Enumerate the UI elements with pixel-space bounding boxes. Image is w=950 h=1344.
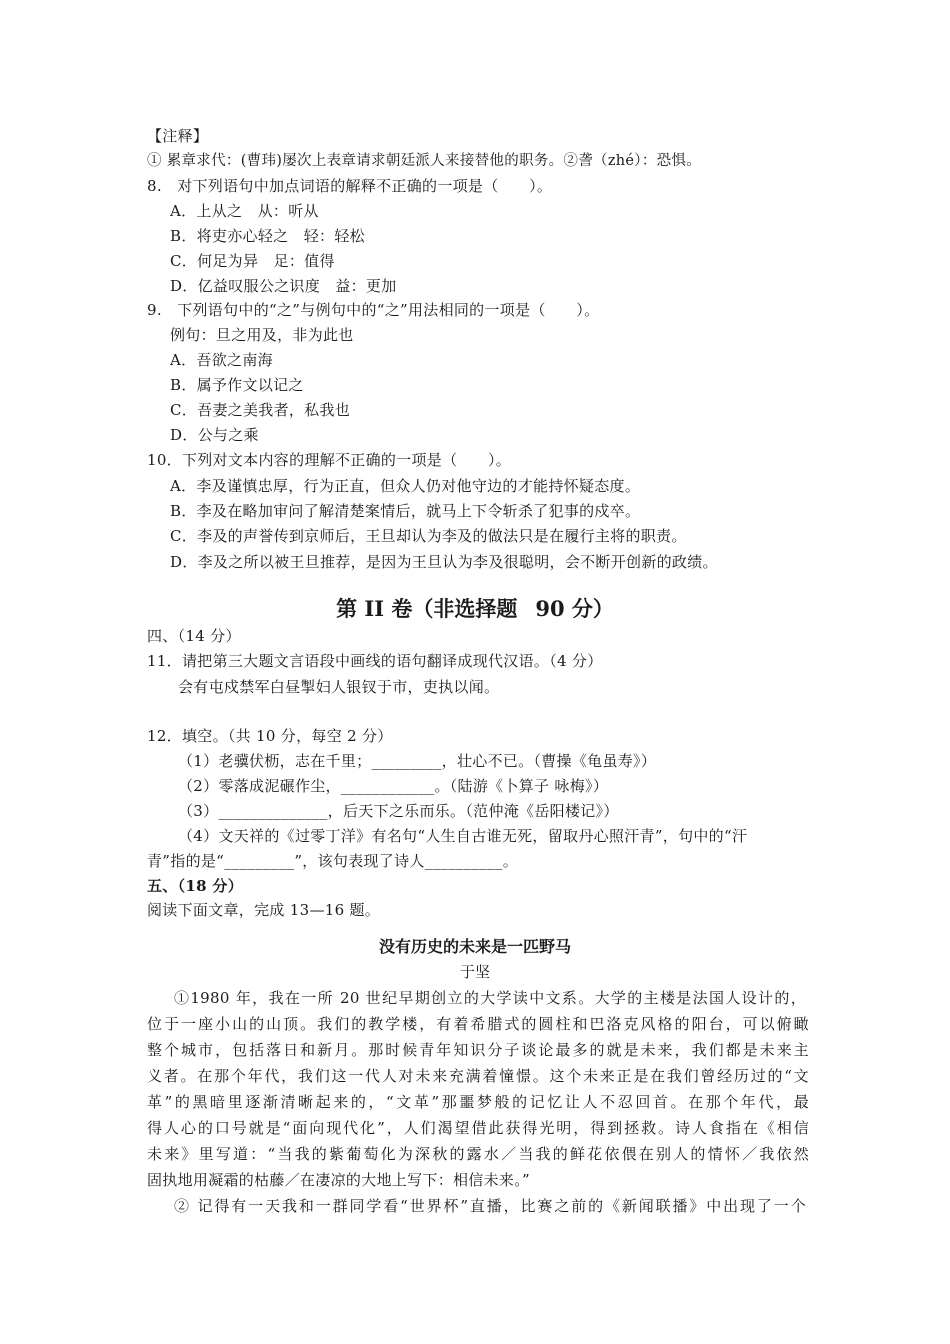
q8-option-d: D．亿益叹服公之识度 益：更加 <box>170 277 397 295</box>
paragraph-line-2: 位于一座小山的山顶。我们的教学楼，有着希腊式的圆柱和巴洛克风格的阳台，可以俯瞰 <box>147 1015 809 1033</box>
paragraph-2-line-1: ② 记得有一天我和一群同学看“世界杯”直播，比赛之前的《新闻联播》中出现了一个 <box>174 1197 806 1215</box>
paragraph-line-4: 义者。在那个年代，我们这一代人对未来充满着憧憬。这个未来正是在我们曾经历过的“文 <box>147 1067 809 1085</box>
section5-instruction: 阅读下面文章，完成 13—16 题。 <box>147 901 381 919</box>
q12-item-4: （4）文天祥的《过零丁洋》有名句“人生自古谁无死，留取丹心照汗青”，句中的“汗 <box>178 827 748 845</box>
q10-option-a: A．李及谨慎忠厚，行为正直，但众人仍对他守边的才能持怀疑态度。 <box>170 477 641 495</box>
paragraph-line-7: 未来》里写道：“当我的紫葡萄化为深秋的露水／当我的鲜花依偎在别人的情怀／我依然 <box>147 1145 809 1163</box>
q9-example: 例句：旦之用及，非为此也 <box>170 326 354 344</box>
article-title: 没有历史的未来是一匹野马 <box>378 937 571 956</box>
q8-option-a: A．上从之 从：听从 <box>170 202 319 220</box>
q8-option-b: B．将吏亦心轻之 轻：轻松 <box>170 227 365 245</box>
q11-stem: 11．请把第三大题文言语段中画线的语句翻译成现代汉语。（4 分） <box>147 652 603 670</box>
section5-header: 五、（18 分） <box>147 877 243 895</box>
q9-option-c: C．吾妻之美我者，私我也 <box>170 401 351 419</box>
q10-option-d: D．李及之所以被王旦推荐，是因为王旦认为李及很聪明，会不断开创新的政绩。 <box>170 553 718 571</box>
q10-option-c: C．李及的声誉传到京师后，王旦却认为李及的做法只是在履行主将的职责。 <box>170 527 687 545</box>
paragraph-line-6: 得人心的口号就是“面向现代化”，人们渴望借此获得光明，得到拯救。诗人食指在《相信 <box>147 1119 809 1137</box>
paragraph-line-3: 整个城市，包括落日和新月。那时候青年知识分子谈论最多的就是未来，我们都是未来主 <box>147 1041 809 1059</box>
q12-stem: 12．填空。（共 10 分，每空 2 分） <box>147 727 393 745</box>
q9-option-d: D．公与之乘 <box>170 426 259 444</box>
notes-line: ① 累章求代：(曹玮)屡次上表章请求朝廷派人来接替他的职务。②詟（zhé）：恐惧。 <box>147 153 702 169</box>
article-author: 于坚 <box>459 963 490 981</box>
q12-item-4-cont: 青”指的是“_________”，该句表现了诗人__________。 <box>147 852 519 870</box>
paragraph-line-8: 固执地用凝霜的枯藤／在凄凉的大地上写下：相信未来。” <box>147 1171 530 1189</box>
q8-option-c: C．何足为异 足：值得 <box>170 252 335 270</box>
q11-text: 会有屯戍禁军白昼掣妇人银钗于市，吏执以闻。 <box>178 678 500 696</box>
part2-title-main: 第 II 卷（非选择题 <box>336 596 518 621</box>
q12-item-3: （3）______________，后天下之乐而乐。（范仲淹《岳阳楼记》） <box>178 802 619 820</box>
section4-header: 四、（14 分） <box>147 627 241 645</box>
q10-option-b: B．李及在略加审问了解清楚案情后，就马上下令斩杀了犯事的戍卒。 <box>170 502 641 520</box>
paragraph-line-1: ①1980 年，我在一所 20 世纪早期创立的大学读中文系。大学的主楼是法国人设计的， <box>174 989 806 1007</box>
notes-header: 【注释】 <box>147 127 209 145</box>
q10-stem: 10．下列对文本内容的理解不正确的一项是（ ）。 <box>147 451 512 469</box>
q8-stem: 8. 对下列语句中加点词语的解释不正确的一项是（ ）。 <box>147 177 553 195</box>
part2-title <box>0 595 950 623</box>
q9-stem: 9. 下列语句中的“之”与例句中的“之”用法相同的一项是（ ）。 <box>147 301 600 319</box>
q9-option-b: B．属予作文以记之 <box>170 376 304 394</box>
q12-item-1: （1）老骥伏枥，志在千里；_________，壮心不已。（曹操《龟虽寿》） <box>178 752 657 770</box>
q12-item-2: （2）零落成泥碾作尘，____________。（陆游《卜算子 咏梅》） <box>178 777 609 795</box>
part2-title-score: 90 分） <box>535 596 614 621</box>
paragraph-line-5: 革”的黑暗里逐渐清晰起来的，“文革”那噩梦般的记忆让人不忍回首。在那个年代，最 <box>147 1093 809 1111</box>
q9-option-a: A．吾欲之南海 <box>170 351 273 369</box>
